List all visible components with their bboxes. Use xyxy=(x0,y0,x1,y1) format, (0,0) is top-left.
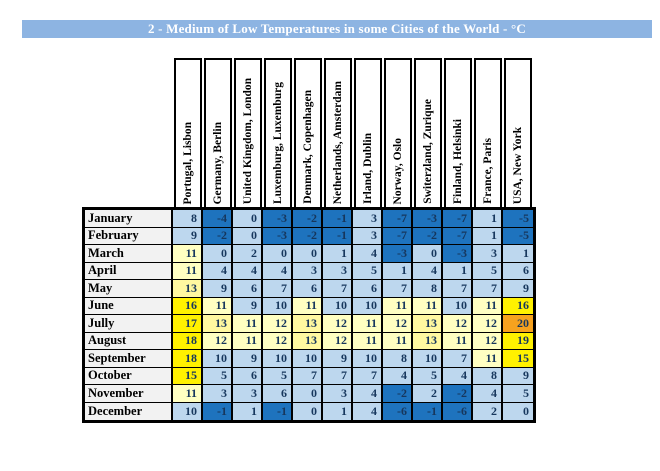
value-cell: -2 xyxy=(293,210,323,228)
value-cell: 20 xyxy=(503,315,533,333)
value-cell: -5 xyxy=(503,228,533,246)
city-header-label: Denmark, Copenhagen xyxy=(302,90,314,204)
value-cell: -7 xyxy=(383,210,413,228)
value-cell: 13 xyxy=(413,333,443,351)
value-cell: 16 xyxy=(503,298,533,316)
city-header-row xyxy=(173,58,536,207)
value-cell: 8 xyxy=(383,350,413,368)
value-cell: 12 xyxy=(263,333,293,351)
city-header-cell xyxy=(474,58,502,207)
city-header-cell xyxy=(204,58,232,207)
value-cell: 2 xyxy=(413,385,443,403)
city-header-label: Luxemburg, Luxemburg xyxy=(272,81,284,204)
value-cell: 11 xyxy=(383,333,413,351)
value-cell: 5 xyxy=(203,368,233,386)
value-cell: 8 xyxy=(413,280,443,298)
city-header-cell xyxy=(414,58,442,207)
value-cell: 0 xyxy=(233,228,263,246)
value-cell: 1 xyxy=(383,263,413,281)
value-cell: -7 xyxy=(383,228,413,246)
value-cell: 12 xyxy=(323,315,353,333)
value-cell: -3 xyxy=(413,210,443,228)
city-header-label: USA, New York xyxy=(512,126,524,204)
month-label: January xyxy=(85,210,173,228)
value-cell: -3 xyxy=(443,245,473,263)
value-cell: -6 xyxy=(443,403,473,421)
value-cell: 11 xyxy=(203,298,233,316)
value-cell: 0 xyxy=(293,245,323,263)
value-cell: 12 xyxy=(263,315,293,333)
city-header-cell xyxy=(384,58,412,207)
city-header-cell xyxy=(354,58,382,207)
value-cell: 6 xyxy=(293,280,323,298)
value-cell: -7 xyxy=(443,210,473,228)
value-cell: 0 xyxy=(263,245,293,263)
city-header-cell xyxy=(294,58,322,207)
month-label: April xyxy=(85,263,173,281)
value-cell: 18 xyxy=(173,333,203,351)
value-cell: 7 xyxy=(323,280,353,298)
value-cell: 8 xyxy=(173,210,203,228)
value-cell: -6 xyxy=(383,403,413,421)
value-cell: 11 xyxy=(443,333,473,351)
value-cell: 9 xyxy=(233,350,263,368)
value-cell: 4 xyxy=(443,368,473,386)
value-cell: 3 xyxy=(473,245,503,263)
city-header-cell xyxy=(174,58,202,207)
value-cell: 13 xyxy=(173,280,203,298)
value-cell: 1 xyxy=(443,263,473,281)
value-cell: 1 xyxy=(473,228,503,246)
value-cell: 12 xyxy=(443,315,473,333)
value-cell: 0 xyxy=(293,385,323,403)
value-cell: 7 xyxy=(473,280,503,298)
chart-title: 2 - Medium of Low Temperatures in some Cities of the World - °C xyxy=(147,21,527,36)
value-cell: 9 xyxy=(503,368,533,386)
value-cell: 12 xyxy=(203,333,233,351)
value-cell: 4 xyxy=(203,263,233,281)
value-cell: -1 xyxy=(323,210,353,228)
value-cell: 6 xyxy=(353,280,383,298)
city-header-label: Switerzland, Zurique xyxy=(422,99,434,204)
value-cell: 9 xyxy=(233,298,263,316)
value-cell: -1 xyxy=(413,403,443,421)
month-label: March xyxy=(85,245,173,263)
value-cell: 10 xyxy=(263,298,293,316)
value-cell: 12 xyxy=(383,315,413,333)
value-cell: 11 xyxy=(233,333,263,351)
value-cell: -1 xyxy=(203,403,233,421)
value-cell: 0 xyxy=(203,245,233,263)
value-cell: -2 xyxy=(413,228,443,246)
value-cell: 12 xyxy=(323,333,353,351)
value-cell: 13 xyxy=(203,315,233,333)
value-cell: 4 xyxy=(353,245,383,263)
value-cell: 5 xyxy=(413,368,443,386)
value-cell: 10 xyxy=(413,350,443,368)
value-cell: 11 xyxy=(413,298,443,316)
value-cell: 11 xyxy=(293,298,323,316)
value-cell: 7 xyxy=(353,368,383,386)
value-cell: 4 xyxy=(473,385,503,403)
value-cell: 0 xyxy=(293,403,323,421)
value-cell: -7 xyxy=(443,228,473,246)
value-cell: -3 xyxy=(383,245,413,263)
value-cell: 9 xyxy=(503,280,533,298)
value-cell: 7 xyxy=(383,280,413,298)
value-cell: 11 xyxy=(383,298,413,316)
value-cell: 1 xyxy=(323,245,353,263)
month-label: Jully xyxy=(85,315,173,333)
value-cell: 7 xyxy=(263,280,293,298)
value-cell: 4 xyxy=(233,263,263,281)
data-grid xyxy=(82,207,536,423)
city-header-cell xyxy=(504,58,532,207)
value-cell: -3 xyxy=(263,228,293,246)
value-cell: 16 xyxy=(173,298,203,316)
value-cell: 10 xyxy=(443,298,473,316)
value-cell: 7 xyxy=(443,350,473,368)
value-cell: -5 xyxy=(503,210,533,228)
value-cell: 7 xyxy=(443,280,473,298)
value-cell: 9 xyxy=(323,350,353,368)
city-header-cell xyxy=(264,58,292,207)
value-cell: 10 xyxy=(353,298,383,316)
month-label: May xyxy=(85,280,173,298)
value-cell: 6 xyxy=(263,385,293,403)
month-label: June xyxy=(85,298,173,316)
value-cell: 4 xyxy=(353,403,383,421)
value-cell: 3 xyxy=(323,385,353,403)
value-cell: 4 xyxy=(263,263,293,281)
city-header-cell xyxy=(444,58,472,207)
value-cell: 1 xyxy=(233,403,263,421)
value-cell: -2 xyxy=(383,385,413,403)
city-header-label: France, Paris xyxy=(482,138,494,204)
value-cell: 19 xyxy=(503,333,533,351)
value-cell: 12 xyxy=(473,315,503,333)
value-cell: 8 xyxy=(473,368,503,386)
value-cell: 2 xyxy=(233,245,263,263)
city-header-label: Finland, Helsinki xyxy=(452,118,464,204)
value-cell: 11 xyxy=(473,350,503,368)
value-cell: 18 xyxy=(173,350,203,368)
value-cell: 3 xyxy=(323,263,353,281)
value-cell: 0 xyxy=(503,403,533,421)
city-header-cell xyxy=(324,58,352,207)
value-cell: 4 xyxy=(353,385,383,403)
value-cell: 10 xyxy=(173,403,203,421)
month-label: September xyxy=(85,350,173,368)
month-label: October xyxy=(85,368,173,386)
temperature-table xyxy=(82,58,536,423)
city-header-label: Portugal, Lisbon xyxy=(182,121,194,204)
value-cell: 1 xyxy=(473,210,503,228)
value-cell: 4 xyxy=(413,263,443,281)
value-cell: 6 xyxy=(503,263,533,281)
value-cell: 11 xyxy=(173,385,203,403)
value-cell: 3 xyxy=(353,210,383,228)
value-cell: -2 xyxy=(293,228,323,246)
value-cell: 3 xyxy=(203,385,233,403)
value-cell: 0 xyxy=(233,210,263,228)
value-cell: 11 xyxy=(173,263,203,281)
value-cell: 3 xyxy=(233,385,263,403)
value-cell: -1 xyxy=(263,403,293,421)
value-cell: 10 xyxy=(353,350,383,368)
city-header-label: Irland, Dublin xyxy=(362,133,374,204)
value-cell: 10 xyxy=(263,350,293,368)
value-cell: 6 xyxy=(233,280,263,298)
value-cell: 11 xyxy=(353,333,383,351)
value-cell: -4 xyxy=(203,210,233,228)
value-cell: 1 xyxy=(503,245,533,263)
value-cell: 11 xyxy=(233,315,263,333)
value-cell: 4 xyxy=(383,368,413,386)
value-cell: 1 xyxy=(323,403,353,421)
value-cell: 13 xyxy=(293,315,323,333)
value-cell: 7 xyxy=(293,368,323,386)
month-label: February xyxy=(85,228,173,246)
value-cell: 11 xyxy=(473,298,503,316)
value-cell: 2 xyxy=(473,403,503,421)
month-label: December xyxy=(85,403,173,421)
value-cell: 10 xyxy=(293,350,323,368)
month-label: August xyxy=(85,333,173,351)
value-cell: 11 xyxy=(353,315,383,333)
city-header-cell xyxy=(234,58,262,207)
value-cell: 12 xyxy=(473,333,503,351)
value-cell: 5 xyxy=(353,263,383,281)
value-cell: -2 xyxy=(443,385,473,403)
value-cell: -1 xyxy=(323,228,353,246)
value-cell: 9 xyxy=(173,228,203,246)
value-cell: 0 xyxy=(413,245,443,263)
value-cell: 3 xyxy=(293,263,323,281)
value-cell: 11 xyxy=(173,245,203,263)
value-cell: 10 xyxy=(203,350,233,368)
value-cell: 17 xyxy=(173,315,203,333)
value-cell: 13 xyxy=(293,333,323,351)
value-cell: 5 xyxy=(473,263,503,281)
value-cell: 6 xyxy=(233,368,263,386)
value-cell: 13 xyxy=(413,315,443,333)
value-cell: 3 xyxy=(353,228,383,246)
value-cell: 15 xyxy=(173,368,203,386)
value-cell: 9 xyxy=(203,280,233,298)
month-label: November xyxy=(85,385,173,403)
value-cell: -3 xyxy=(263,210,293,228)
value-cell: 10 xyxy=(323,298,353,316)
value-cell: -2 xyxy=(203,228,233,246)
value-cell: 5 xyxy=(503,385,533,403)
city-header-label: Norway, Oslo xyxy=(392,137,404,204)
title-banner xyxy=(22,20,652,38)
city-header-label: Germany, Berlin xyxy=(212,121,224,204)
value-cell: 15 xyxy=(503,350,533,368)
value-cell: 7 xyxy=(323,368,353,386)
value-cell: 5 xyxy=(263,368,293,386)
city-header-label: United Kingdom, London xyxy=(242,77,254,204)
city-header-label: Netherlands, Amsterdam xyxy=(332,80,344,204)
